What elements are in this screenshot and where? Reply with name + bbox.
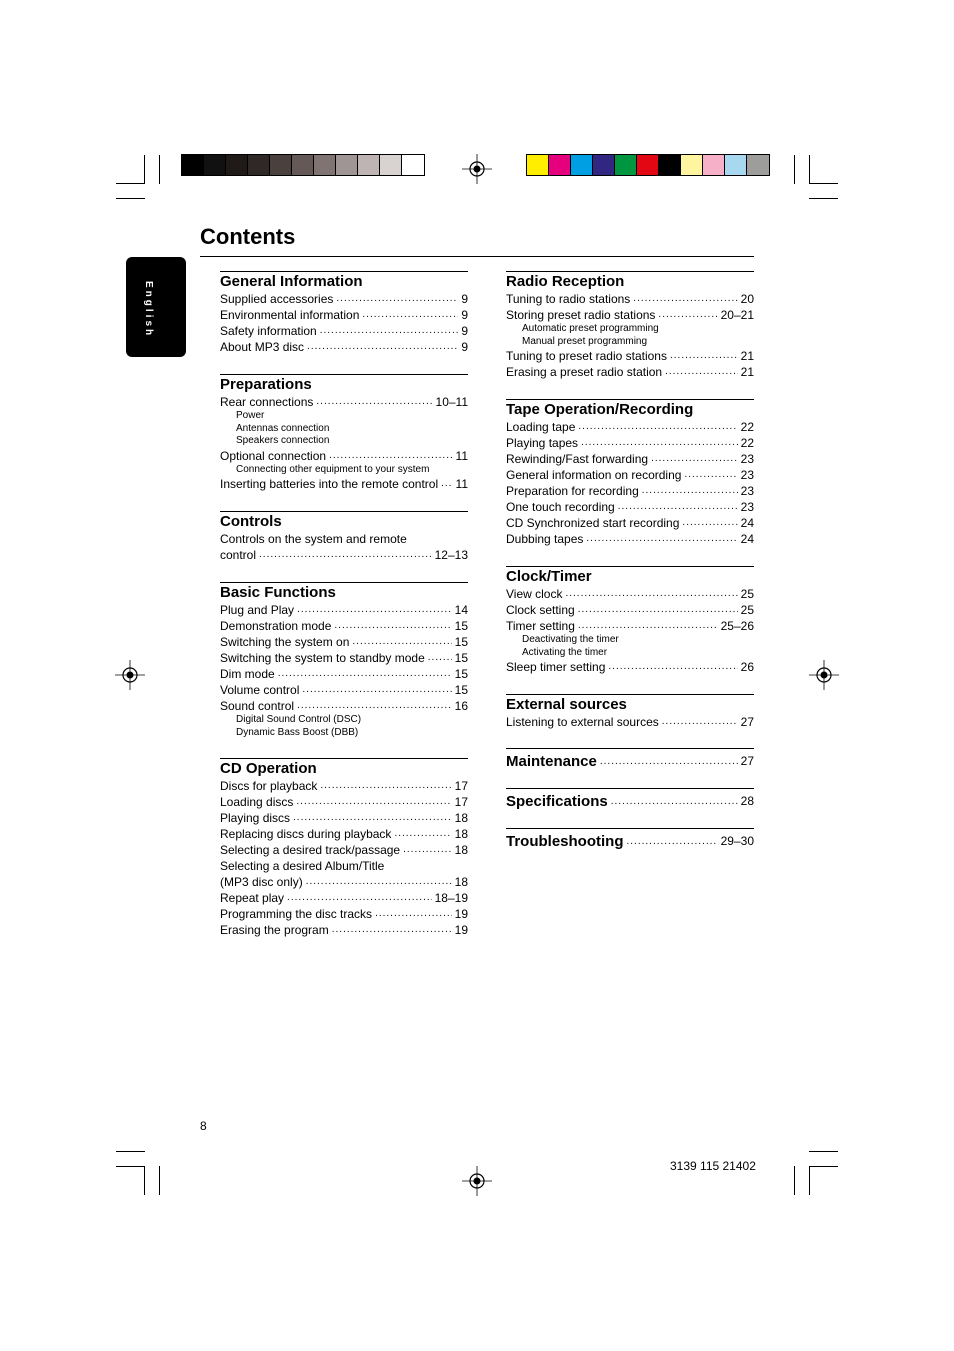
page-number: 8 [200, 1119, 207, 1133]
page-ref: 15 [454, 651, 468, 665]
entry-label: Replacing discs during playback [220, 827, 392, 841]
section-title: Tape Operation/Recording [506, 401, 694, 418]
section-title: Maintenance [506, 753, 597, 770]
toc-entry[interactable] [220, 448, 468, 464]
toc-subtopic: Connecting other equipment to your system [236, 463, 430, 475]
color-swatch [637, 155, 659, 175]
entry-label: Switching the system to standby mode [220, 651, 425, 665]
entry-label: Programming the disc tracks [220, 907, 373, 921]
page-ref: 17 [454, 779, 468, 793]
dot-leader [581, 435, 738, 451]
registration-mark-icon [809, 660, 839, 690]
entry-label: Loading tape [506, 420, 576, 434]
entry-label: Selecting a desired track/passage [220, 843, 401, 857]
toc-entry[interactable] [220, 650, 468, 666]
page-ref: 15 [454, 635, 468, 649]
toc-entry[interactable] [220, 682, 468, 698]
dot-leader [633, 291, 737, 307]
toc-entry[interactable] [506, 499, 754, 515]
toc-entry[interactable] [506, 451, 754, 467]
toc-entry[interactable] [506, 291, 754, 307]
page-ref: 24 [740, 532, 754, 546]
dot-leader [320, 778, 451, 794]
page-ref: 9 [461, 292, 468, 306]
toc-subtopic: Automatic preset programming [522, 323, 659, 334]
section-title: Troubleshooting [506, 833, 624, 850]
dot-leader [670, 348, 738, 364]
color-swatch [615, 155, 637, 175]
dot-leader [316, 394, 432, 410]
document-code: 3139 115 21402 [670, 1159, 756, 1173]
color-swatch [336, 155, 358, 175]
page-ref: 21 [740, 365, 754, 379]
entry-label: Loading discs [220, 795, 294, 809]
section-title: Specifications [506, 793, 608, 810]
toc-entry[interactable] [220, 810, 468, 826]
page-ref: 19 [454, 923, 468, 937]
toc-entry[interactable] [220, 307, 468, 323]
page-ref: 16 [454, 699, 468, 713]
entry-label: Playing tapes [506, 436, 579, 450]
entry-label: Preparation for recording [506, 484, 639, 498]
page-ref: 20 [740, 292, 754, 306]
dot-leader [586, 531, 737, 547]
color-swatch [402, 155, 424, 175]
page-ref: 11 [455, 448, 468, 463]
page-ref: 17 [454, 795, 468, 809]
dot-leader [362, 307, 458, 323]
color-swatch [292, 155, 314, 175]
entry-label: Dim mode [220, 667, 275, 681]
entry-label: Rear connections [220, 395, 314, 409]
toc-section [220, 271, 468, 355]
toc-section [506, 399, 754, 547]
page-ref: 26 [740, 660, 754, 674]
color-swatch [182, 155, 204, 175]
page-ref: 25 [740, 603, 754, 617]
entry-label: Tuning to preset radio stations [506, 349, 667, 363]
toc-section [506, 788, 754, 810]
color-swatch [527, 155, 549, 175]
toc-section [506, 694, 754, 730]
page-ref: 18–19 [434, 891, 468, 905]
entry-label: Controls on the system and remote [220, 532, 407, 546]
entry-label: Supplied accessories [220, 292, 334, 306]
page-ref: 23 [740, 500, 754, 514]
toc-entry[interactable] [506, 659, 754, 675]
toc-entry[interactable] [220, 778, 468, 794]
toc-entry[interactable] [220, 323, 468, 339]
page-ref: 15 [454, 683, 468, 697]
page-title: Contents [200, 224, 296, 249]
page-ref: 24 [740, 516, 754, 530]
toc-entry[interactable] [506, 364, 754, 380]
dot-leader [259, 547, 432, 563]
page-ref: 9 [461, 308, 468, 322]
dot-leader [278, 666, 452, 682]
toc-section [220, 758, 468, 938]
color-swatch [571, 155, 593, 175]
dot-leader [618, 499, 738, 515]
dot-leader [293, 810, 452, 826]
dot-leader [662, 714, 738, 730]
dot-leader [658, 307, 717, 323]
page-ref: 23 [740, 452, 754, 466]
toc-section [506, 271, 754, 380]
toc-section-entry[interactable] [506, 750, 754, 770]
entry-label: Clock setting [506, 603, 575, 617]
dot-leader [334, 618, 451, 634]
entry-label: Safety information [220, 324, 317, 338]
entry-label: Playing discs [220, 811, 291, 825]
dot-leader [296, 794, 451, 810]
toc-entry[interactable] [220, 547, 468, 563]
section-title: CD Operation [220, 760, 317, 777]
toc-entry[interactable] [220, 476, 468, 492]
toc-left-column [220, 271, 468, 938]
page-ref: 18 [454, 827, 468, 841]
color-swatch [248, 155, 270, 175]
entry-label: Sound control [220, 699, 295, 713]
toc-entry[interactable] [220, 858, 468, 874]
toc-section-entry[interactable] [506, 790, 754, 810]
dot-leader [394, 826, 451, 842]
toc-entry[interactable] [220, 698, 468, 714]
dot-leader [600, 756, 738, 767]
entry-label: About MP3 disc [220, 340, 305, 354]
section-title: General Information [220, 273, 363, 290]
section-title: External sources [506, 696, 627, 713]
toc-entry[interactable] [220, 618, 468, 634]
page-ref: 18 [454, 843, 468, 857]
dot-leader [627, 836, 718, 847]
dot-leader [665, 364, 738, 380]
color-swatch [314, 155, 336, 175]
dot-leader [329, 448, 452, 464]
entry-label: One touch recording [506, 500, 615, 514]
toc-section [506, 748, 754, 770]
registration-mark-icon [115, 660, 145, 690]
entry-label: Sleep timer setting [506, 660, 606, 674]
toc-subtopic: Deactivating the timer [522, 634, 619, 645]
color-calibration-bar [526, 154, 770, 176]
toc-entry[interactable] [506, 307, 754, 323]
page-ref: 25–26 [720, 619, 754, 633]
toc-entry[interactable] [220, 922, 468, 938]
toc-entry[interactable] [220, 906, 468, 922]
dot-leader [565, 586, 737, 602]
toc-section-entry[interactable] [506, 830, 754, 850]
entry-label: Timer setting [506, 619, 575, 633]
toc-section [506, 828, 754, 850]
page-ref: 23 [740, 468, 754, 482]
page-ref: 28 [740, 794, 754, 808]
page-ref: 10–11 [435, 395, 468, 409]
registration-mark-icon [462, 154, 492, 184]
section-title: Preparations [220, 376, 312, 393]
section-title: Controls [220, 513, 282, 530]
page-ref: 12–13 [434, 548, 468, 562]
toc-subtopic: Activating the timer [522, 646, 608, 658]
dot-leader [287, 890, 432, 906]
toc-entry[interactable] [220, 874, 468, 890]
toc-entry[interactable] [220, 826, 468, 842]
toc-entry[interactable] [506, 419, 754, 435]
toc-entry[interactable] [506, 435, 754, 451]
toc-entry[interactable] [506, 586, 754, 602]
toc-entry[interactable] [220, 291, 468, 307]
color-swatch [549, 155, 571, 175]
dot-leader [306, 874, 452, 890]
dot-leader [428, 650, 452, 666]
toc-section [220, 374, 468, 492]
dot-leader [651, 451, 738, 467]
toc-entry[interactable] [506, 483, 754, 499]
color-swatch [380, 155, 402, 175]
toc-section [506, 566, 754, 675]
registration-mark-icon [462, 1166, 492, 1196]
dot-leader [352, 634, 451, 650]
page-ref: 18 [454, 811, 468, 825]
entry-label: Selecting a desired Album/Title [220, 859, 385, 873]
toc-subtopic: Antennas connection [236, 422, 330, 434]
entry-label: Erasing the program [220, 923, 329, 937]
dot-leader [307, 339, 458, 355]
dot-leader [578, 419, 737, 435]
entry-label: (MP3 disc only) [220, 875, 303, 889]
toc-entry[interactable] [506, 618, 754, 634]
page-ref: 18 [454, 875, 468, 889]
color-swatch [747, 155, 769, 175]
entry-label: Erasing a preset radio station [506, 365, 663, 379]
color-swatch [270, 155, 292, 175]
section-title: Clock/Timer [506, 568, 592, 585]
entry-label: Volume control [220, 683, 300, 697]
color-swatch [358, 155, 380, 175]
page-ref: 29–30 [720, 834, 754, 848]
page-ref: 22 [740, 420, 754, 434]
entry-label: Listening to external sources [506, 715, 659, 729]
page-ref: 23 [740, 484, 754, 498]
toc-entry[interactable] [506, 602, 754, 618]
page-ref: 15 [454, 619, 468, 633]
toc-section [220, 582, 468, 739]
page-ref: 20–21 [720, 308, 754, 322]
dot-leader [608, 659, 737, 675]
dot-leader [578, 602, 738, 618]
entry-label: Rewinding/Fast forwarding [506, 452, 649, 466]
color-swatch [681, 155, 703, 175]
page-ref: 27 [740, 754, 754, 768]
section-title: Radio Reception [506, 273, 625, 290]
entry-label: Dubbing tapes [506, 532, 584, 546]
toc-entry[interactable] [506, 348, 754, 364]
page-ref: 11 [455, 477, 468, 491]
entry-label: Tuning to radio stations [506, 292, 631, 306]
entry-label: Demonstration mode [220, 619, 332, 633]
language-tab-label: English [143, 281, 154, 339]
entry-label: control [220, 548, 257, 562]
toc-entry[interactable] [220, 602, 468, 618]
toc-subtopic: Dynamic Bass Boost (DBB) [236, 726, 359, 738]
page-ref: 15 [454, 667, 468, 681]
entry-label: Plug and Play [220, 603, 295, 617]
color-swatch [725, 155, 747, 175]
toc-entry[interactable] [220, 842, 468, 858]
dot-leader [320, 323, 459, 339]
toc-entry[interactable] [220, 634, 468, 650]
color-swatch [659, 155, 681, 175]
entry-label: Discs for playback [220, 779, 318, 793]
page-ref: 9 [461, 324, 468, 338]
toc-right-column [506, 271, 754, 850]
page-ref: 14 [454, 603, 468, 617]
page-ref: 21 [740, 349, 754, 363]
entry-label: Storing preset radio stations [506, 308, 656, 322]
toc-subtopic: Digital Sound Control (DSC) [236, 714, 362, 725]
page-ref: 22 [740, 436, 754, 450]
dot-leader [403, 842, 452, 858]
page-ref: 9 [461, 340, 468, 354]
dot-leader [336, 291, 458, 307]
toc-entry[interactable] [220, 531, 468, 547]
dot-leader [332, 922, 452, 938]
title-divider [200, 256, 754, 257]
dot-leader [684, 467, 737, 483]
gray-calibration-bar [181, 154, 425, 176]
color-swatch [703, 155, 725, 175]
toc-subtopic: Speakers connection [236, 435, 330, 446]
entry-label: General information on recording [506, 468, 682, 482]
entry-label: Environmental information [220, 308, 360, 322]
dot-leader [578, 618, 718, 634]
page-ref: 19 [454, 907, 468, 921]
page-ref: 25 [740, 587, 754, 601]
toc-entry[interactable] [506, 515, 754, 531]
toc-entry[interactable] [506, 531, 754, 547]
entry-label: Optional connection [220, 448, 327, 463]
dot-leader [611, 796, 738, 807]
toc-entry[interactable] [220, 339, 468, 355]
toc-entry[interactable] [220, 794, 468, 810]
dot-leader [297, 602, 452, 618]
toc-entry[interactable] [506, 467, 754, 483]
color-swatch [204, 155, 226, 175]
section-title: Basic Functions [220, 584, 336, 601]
dot-leader [297, 698, 452, 714]
toc-entry[interactable] [506, 714, 754, 730]
color-swatch [593, 155, 615, 175]
dot-leader [375, 906, 452, 922]
language-tab [126, 257, 186, 357]
entry-label: Inserting batteries into the remote control [220, 477, 439, 491]
toc-subtopic: Power [236, 410, 265, 421]
toc-entry[interactable] [220, 890, 468, 906]
dot-leader [642, 483, 738, 499]
dot-leader [441, 476, 452, 492]
toc-entry[interactable] [220, 666, 468, 682]
toc-section [220, 511, 468, 563]
entry-label: CD Synchronized start recording [506, 516, 680, 530]
color-swatch [226, 155, 248, 175]
toc-subtopic: Manual preset programming [522, 335, 648, 347]
page-ref: 27 [740, 715, 754, 729]
entry-label: Switching the system on [220, 635, 350, 649]
entry-label: Repeat play [220, 891, 285, 905]
dot-leader [302, 682, 451, 698]
dot-leader [682, 515, 737, 531]
toc-entry[interactable] [220, 394, 468, 410]
entry-label: View clock [506, 587, 563, 601]
